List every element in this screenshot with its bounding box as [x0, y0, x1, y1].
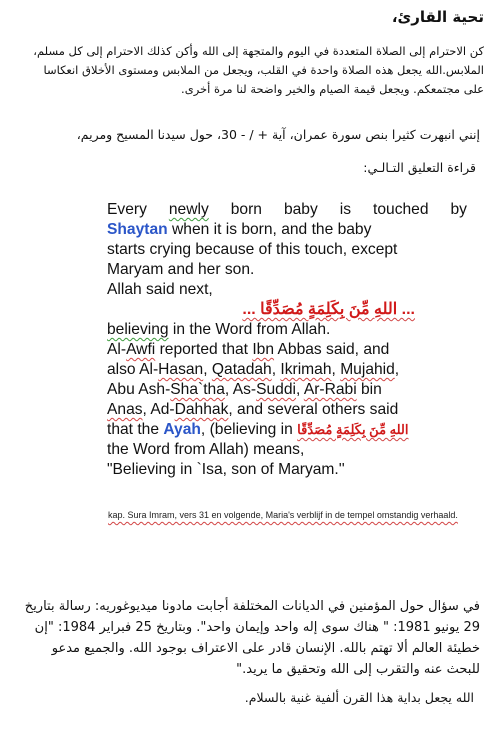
quote-text: reported that [155, 341, 253, 358]
quote-line-13: "Believing in `Isa, son of Maryam.'' [107, 461, 345, 478]
keyword-ayah: Ayah [163, 421, 201, 438]
quote-line-5: Allah said next, [107, 281, 213, 298]
quote-text: Al- [107, 341, 127, 358]
quote-text: in the Word from Allah. [168, 321, 331, 338]
quote-text: bin [356, 381, 382, 398]
intro-paragraph: كن الاحترام إلى الصلاة المتعددة في اليوم والمتجهة إلى الله وأكن كذلك الاحترام إلى كل مسلم، الملابس.الله يجعل هذه الصلاة واحدة في القلب، ويجعل من الملابس ومستوى الأخلاق انعكاسا على مجتمعكم. ويجعل قيمة الصيام والخير واضحة لنا مرة أخرى. [33, 44, 484, 96]
quote-line-9 [107, 380, 467, 400]
quote-text: , As- [224, 381, 257, 398]
medjugorje-paragraph: في سؤال حول المؤمنين في الديانات المختلفة أجابت مادونا ميديوغوريه: رسالة بتاريخ 29 يونيو 1981: " هناك سوى إله واحد وإيمان واحد". وبتاريخ 25 فبراير 1984: "إن خطيئة العالم ألا تهتم بالله. الإنسان قادر على الاعتراف بوجود الله. والجميع مدعو للبحث عنه والتقرب إلى الله وتحقيق ما يريد." [24, 599, 480, 677]
read-following-line: قراءة التعليق التـالـي: [363, 160, 476, 175]
arabic-verse-line [107, 300, 467, 320]
quote-text: , Ad- [142, 401, 175, 418]
quote-text: Abu Ash- [107, 381, 171, 398]
name-anas: Anas [107, 401, 143, 418]
name-dahhak: Dahhak [174, 401, 229, 418]
quote-line-8 [107, 360, 467, 380]
name-hasan: Hasan [158, 361, 204, 378]
name-qatadah: Qatadah [211, 361, 272, 378]
quote-text: , [394, 361, 400, 378]
quote-text: , [271, 361, 281, 378]
quote-line-2 [107, 220, 467, 240]
quoted-commentary-block [107, 200, 467, 480]
quote-word-spellcheck: newly [168, 201, 209, 218]
name-shatha: Sha`tha [170, 381, 225, 398]
quote-line-10 [107, 400, 467, 420]
surah-mention-paragraph: إنني انبهرت كثيرا بنص سورة عمران، آية + / - 30، حول سيدنا المسيح ومريم، [76, 127, 480, 142]
name-suddi: Suddi [256, 381, 296, 398]
quote-text: , [296, 381, 304, 398]
dutch-reference-note: kap. Sura Imram, vers 31 en volgende, Maria's verblijf in de tempel omstandig verhaald. [108, 510, 458, 520]
name-awfi: Awfi [126, 341, 156, 358]
name-rabi: Ar-Rabi [303, 381, 357, 398]
quote-line-3: starts crying because of this touch, except [107, 241, 398, 258]
name-ibn: Ibn [252, 341, 275, 358]
name-mujahid: Mujahid [340, 361, 395, 378]
quote-word: Every [107, 201, 147, 218]
quote-text: , (believing in [200, 421, 298, 438]
quote-line-12: the Word from Allah) means, [107, 441, 305, 458]
quote-text: , [331, 361, 341, 378]
quote-text: Abbas said, and [274, 341, 390, 358]
quote-line-1 [107, 200, 467, 220]
quote-text: that the [107, 421, 164, 438]
arabic-verse: ... اللهِ مِّنَ بِكَلِمَةٍ مُصَدِّقًا ... [242, 301, 415, 318]
quote-line-11 [107, 420, 467, 440]
name-ikrimah: Ikrimah [280, 361, 332, 378]
quote-text: when it is born, and the baby [167, 221, 372, 238]
quote-line-7 [107, 340, 467, 360]
quote-text: born baby is touched by [230, 201, 467, 218]
quote-text: , [203, 361, 212, 378]
greeting-heading: تحية القارئ، [391, 8, 484, 26]
closing-line: الله يجعل بداية هذا القرن ألفية غنية بالسلام. [244, 690, 474, 705]
quote-line-4: Maryam and her son. [107, 261, 255, 278]
keyword-shaytan: Shaytan [107, 221, 168, 238]
quote-text: , and several others said [228, 401, 399, 418]
quote-word-spellcheck: believing [107, 321, 169, 338]
quote-line-6 [107, 320, 467, 340]
arabic-verse-inline: اللهِ مِّنَ بِكَلِمَةٍ مُصَدِّقًا [297, 422, 409, 437]
quote-text: also Al- [107, 361, 159, 378]
